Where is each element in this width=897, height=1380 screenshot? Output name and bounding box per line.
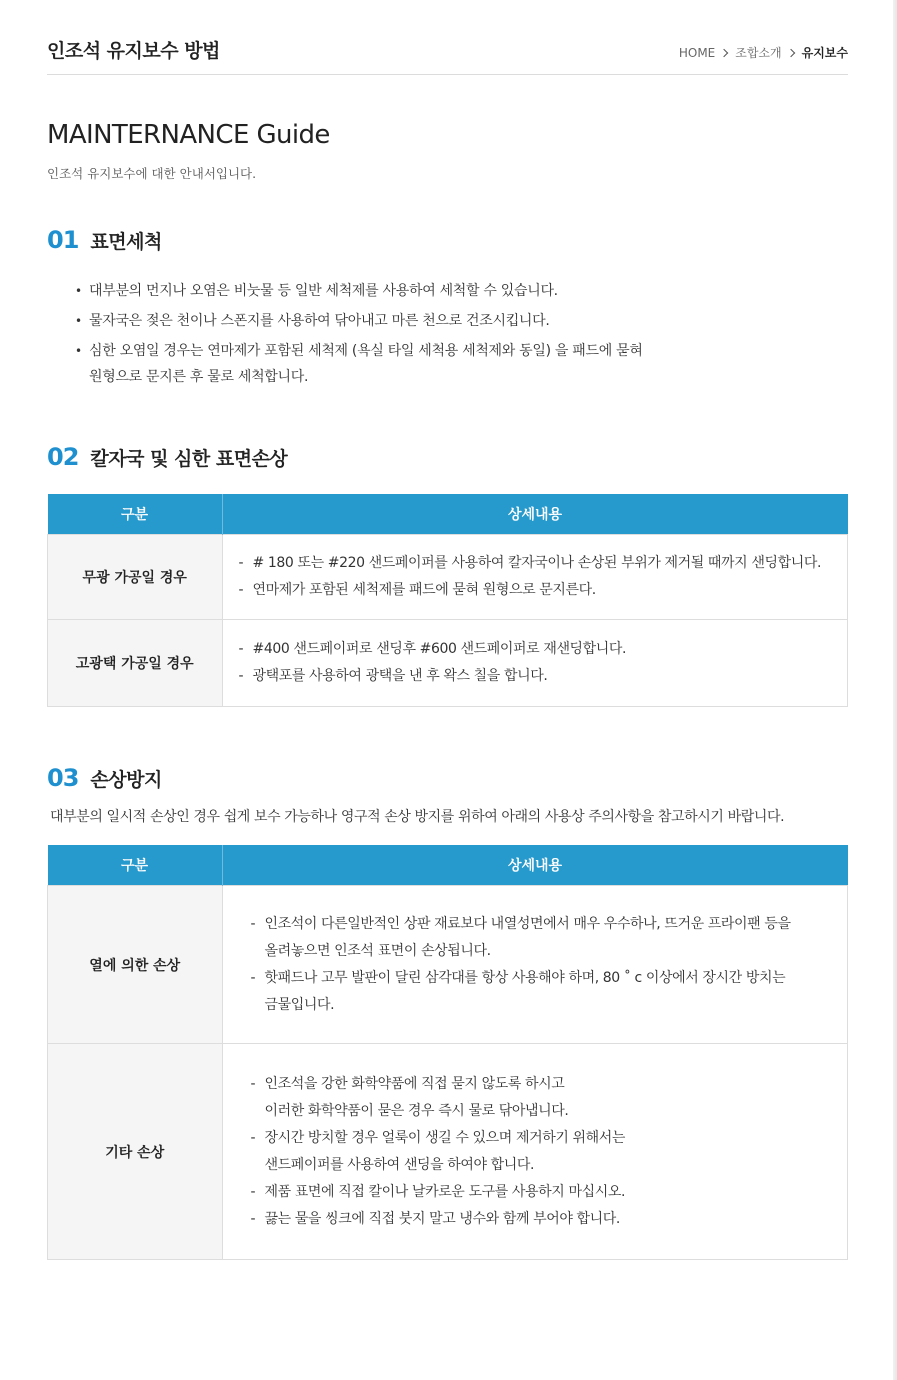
section-title: 칼자국 및 심한 표면손상 bbox=[90, 447, 288, 470]
prevention-note: 대부분의 일시적 손상인 경우 쉽게 보수 가능하나 영구적 손상 방지를 위하여 아래의 사용상 주의사항을 참고하시기 바랍니다. bbox=[50, 809, 785, 825]
table-header-row bbox=[48, 845, 848, 886]
cleaning-list bbox=[75, 278, 775, 394]
section-title: 표면세척 bbox=[90, 230, 162, 253]
breadcrumb bbox=[679, 44, 848, 61]
detail-item-continuation: 금물입니다. bbox=[264, 996, 335, 1013]
list-item-continuation: 원형으로 문지른 후 물로 세척합니다. bbox=[89, 369, 309, 385]
guide-title: MAINTERNANCE Guide bbox=[47, 120, 330, 150]
detail-item: - 끓는 물을 씽크에 직접 붓지 말고 냉수와 함께 부어야 합니다. bbox=[251, 1206, 832, 1233]
table-row bbox=[48, 535, 848, 620]
table-row bbox=[48, 886, 848, 1044]
row-label: 무광 가공일 경우 bbox=[48, 535, 223, 620]
table-header-row bbox=[48, 494, 848, 535]
guide-subtitle: 인조석 유지보수에 대한 안내서입니다. bbox=[47, 166, 257, 181]
list-item: • 물자국은 젖은 천이나 스폰지를 사용하여 닦아내고 마른 천으로 건조시킵니다. bbox=[75, 308, 775, 334]
row-detail bbox=[222, 886, 848, 1044]
breadcrumb-about[interactable]: 조합소개 bbox=[735, 46, 782, 60]
content-wrap bbox=[47, 0, 848, 1227]
detail-item: - #400 샌드페이퍼로 샌딩후 #600 샌드페이퍼로 재샌딩합니다. bbox=[239, 636, 832, 663]
column-header-details: 상세내용 bbox=[222, 845, 848, 886]
section-heading-cleaning bbox=[47, 226, 162, 254]
list-item: • 심한 오염일 경우는 연마제가 포함된 세척제 (욕실 타일 세척용 세척제와 동일) 을 패드에 묻혀 bbox=[75, 338, 775, 364]
right-edge-rule bbox=[893, 0, 897, 1380]
detail-item: - 광택포를 사용하여 광택을 낸 후 왁스 칠을 합니다. bbox=[239, 663, 832, 690]
row-label: 열에 의한 손상 bbox=[48, 886, 223, 1044]
row-detail bbox=[222, 1044, 848, 1260]
detail-item-continuation: 올려놓으면 인조석 표면이 손상됩니다. bbox=[264, 942, 491, 959]
section-number: 01 bbox=[47, 226, 79, 254]
table-row bbox=[48, 1044, 848, 1260]
column-header-details: 상세내용 bbox=[222, 494, 848, 535]
detail-item: - 장시간 방치할 경우 얼룩이 생길 수 있으며 제거하기 위해서는 bbox=[251, 1125, 832, 1152]
damage-table bbox=[47, 494, 848, 707]
row-label: 고광택 가공일 경우 bbox=[48, 620, 223, 707]
section-number: 03 bbox=[47, 764, 79, 792]
detail-item: - # 180 또는 #220 샌드페이퍼를 사용하여 칼자국이나 손상된 부위가 제거될 때까지 샌딩합니다. bbox=[239, 550, 832, 577]
row-label: 기타 손상 bbox=[48, 1044, 223, 1260]
section-heading-prevention bbox=[47, 764, 162, 792]
chevron-right-icon bbox=[786, 48, 794, 56]
detail-item-continuation: 샌드페이퍼를 사용하여 샌딩을 하여야 합니다. bbox=[264, 1156, 535, 1173]
prevention-table bbox=[47, 845, 848, 1260]
row-detail bbox=[222, 535, 848, 620]
detail-item: - 연마제가 포함된 세척제를 패드에 묻혀 원형으로 문지른다. bbox=[239, 577, 832, 604]
chevron-right-icon bbox=[720, 48, 728, 56]
breadcrumb-current: 유지보수 bbox=[801, 46, 848, 60]
row-detail bbox=[222, 620, 848, 707]
detail-item: - 제품 표면에 직접 칼이나 날카로운 도구를 사용하지 마십시오. bbox=[251, 1179, 832, 1206]
detail-item-continuation: 이러한 화학약품이 묻은 경우 즉시 물로 닦아냅니다. bbox=[264, 1102, 569, 1119]
section-title: 손상방지 bbox=[90, 768, 162, 791]
column-header-category: 구분 bbox=[48, 494, 223, 535]
breadcrumb-home[interactable]: HOME bbox=[678, 45, 716, 60]
page-title: 인조석 유지보수 방법 bbox=[47, 40, 220, 62]
detail-item: - 인조석이 다른일반적인 상판 재료보다 내열성면에서 매우 우수하나, 뜨거운 프라이팬 등을 bbox=[251, 911, 832, 938]
column-header-category: 구분 bbox=[48, 845, 223, 886]
list-item: • 대부분의 먼지나 오염은 비눗물 등 일반 세척제를 사용하여 세척할 수 있습니다. bbox=[75, 278, 775, 304]
page-header bbox=[47, 0, 848, 75]
detail-item: - 인조석을 강한 화학약품에 직접 묻지 않도록 하시고 bbox=[251, 1071, 832, 1098]
section-number: 02 bbox=[47, 443, 79, 471]
detail-item: - 핫패드나 고무 발판이 달린 삼각대를 항상 사용해야 하며, 80 ˚ c 이상에서 장시간 방치는 bbox=[251, 965, 832, 992]
table-row bbox=[48, 620, 848, 707]
section-heading-damage bbox=[47, 443, 287, 471]
